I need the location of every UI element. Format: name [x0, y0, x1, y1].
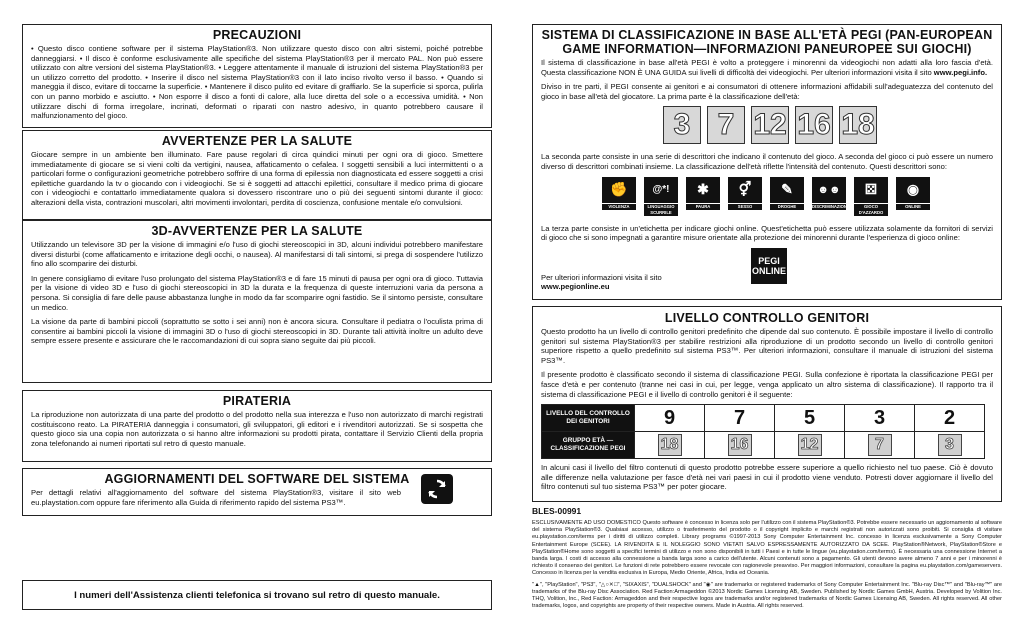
genitori-section — [532, 306, 1002, 502]
pirateria-title: PIRATERIA — [222, 394, 292, 408]
pegi-p4: La terza parte consiste in un'etichetta per indicare giochi online. Quest'etichetta può essere utilizzata solamente da fornitori di servizi di gioco che si sono impegnati a garantire misure orientate alla protezione dei minorenni durante l'esperienza di gioco online: — [541, 223, 993, 243]
level-cell: 7 — [705, 405, 775, 432]
pegi-online-logo: PEGI ONLINE — [751, 248, 787, 284]
table-row — [542, 405, 985, 432]
salute3d-title: 3D-AVVERTENZE PER LA SALUTE — [151, 224, 363, 238]
salute3d-p3: La visione da parte di bambini piccoli (soprattutto se sotto i sei anni) non è ancora sicura. Consultare il pediatra o l'oculista prima di consentire ai bambini piccoli la visione di immagini 3D o l'uso di giochi stereoscopici in 3D. Durante tali attività inoltre un adulto deve sempre essere presente e assicurare che le raccomandazioni di cui sopra siano seguite dai più piccoli. — [31, 317, 483, 346]
table-row — [542, 432, 985, 459]
pegi-descriptors — [601, 177, 1001, 216]
descriptor-violence: ✊ VIOLENZA — [601, 177, 637, 216]
salute3d-p2: In genere consigliamo di evitare l'uso prolungato del sistema PlayStation®3 e di fare 15 minuti di pausa per ogni ora di gioco. Tuttavia per la visione di video 3D e l'uso di giochi stereoscopici in 3D la durata e la frequenza di queste interruzioni varia da persona a persona. Si consiglia di fare delle pause abbastanza lunghe in modo da far scomparire ogni fastidio. Se il sintomo persiste, consultare un medico. — [31, 273, 483, 312]
pirateria-section — [22, 390, 492, 462]
pegi-p1: Il sistema di classificazione in base all'età PEGI è volto a proteggere i minorenni da videogiochi non adatti alla loro fascia d'età. Questa classificazione NON È UNA GUIDA sui livelli di difficoltà dei videogiochi. Per ulteriori informazioni visita il sito www.pegi.info. — [541, 58, 993, 77]
level-cell: 5 — [775, 405, 845, 432]
descriptor-fear: ✱ PAURA — [685, 177, 721, 216]
fear-icon: ✱ — [686, 177, 720, 203]
drugs-icon: ✎ — [770, 177, 804, 203]
pegi-online-url: www.pegionline.eu — [541, 282, 610, 292]
pegi-title-line1: SISTEMA DI CLASSIFICAZIONE IN BASE ALL'ETÀ PEGI (PAN-EUROPEAN — [541, 28, 993, 42]
precauzioni-text: • Questo disco contiene software per il sistema PlayStation®3. Non utilizzare questo disco con altri sistemi, poiché potrebbe danneggiarsi. • Il disco è conforme esclusivamente alle specifiche del sistema PlayStation®3 per il mercato PAL. Non può essere utilizzato con altre versioni del sistema PlayStation®3. • Leggere attentamente il manuale di istruzioni del sistema PlayStation®3 per un utilizzo corretto del prodotto. • Inserire il disco nel sistema PlayStation®3 con il lato inciso rivolto verso il basso. • Quando si maneggia il disco, evitare di toccarne la superficie. • Mantenere il disco pulito ed evitare di graffiarlo. Se la superficie si sporca, pulirla con un panno morbido e asciutto. • Non esporre il disco a fonti di calore, alla luce diretta del sole o a eccessiva umidità. • Non utilizzare dischi di forma irregolare, incrinati, deformati o riparati con nastro adesivo, in quanto potrebbero causare il malfunzionamento del gioco. — [31, 44, 483, 121]
genitori-title: LIVELLO CONTROLLO GENITORI — [664, 311, 870, 325]
descriptor-gambling: ⚄ GIOCO D'AZZARDO — [853, 177, 889, 216]
level-cell: 2 — [915, 405, 985, 432]
pegi-18-mini-badge: 18 — [658, 434, 682, 456]
aggiornamenti-section — [22, 468, 492, 516]
violence-icon: ✊ — [602, 177, 636, 203]
genitori-p1: Questo prodotto ha un livello di controllo genitori predefinito che dipende dal suo contenuto. È possibile impostare il livello di controllo genitori sul sistema PlayStation®3 per stabilire restrizioni alla riproduzione di un prodotto secondo un livello di controllo genitori superiore rispetto a quello predefinito sul sistema PS3™. Per ulteriori informazioni, consultare il manuale di istruzioni del sistema PS3™. — [541, 327, 993, 365]
legal-text-2: "▲", "PlayStation", "PS3", "△○✕□", "SIXAXIS", "DUALSHOCK" and "◉" are trademarks or registered trademarks of Sony Computer Entertainment Inc. "Blu-ray Disc™" and "Blu-ray™" are trademarks of the Blu-ray Disc Association. Red Faction:Armageddon ©2013 Nordic Games Licensing AB, Sweden. Published by Nordic Games GmbH, Austria. Developed by Volition Inc. THQ, Volition, Inc., Red Faction: Armageddon and their respective logos are trademarks and/or registered trademarks of Nordic Games Licensing AB, Sweden. All rights reserved. All other trademarks, logos, and copyrights are property of their respective owners. Made in Austria. All rights reserved. — [532, 581, 1002, 610]
pegi-7-badge: 7 — [707, 106, 745, 144]
update-icon — [421, 474, 453, 504]
descriptor-sex: ⚥ SESSO — [727, 177, 763, 216]
descriptor-discrimination: ☻☻ DISCRIMINAZIONE — [811, 177, 847, 216]
product-code: BLES-00991 — [532, 506, 582, 516]
aggiornamenti-text: Per dettagli relativi all'aggiornamento del software del sistema PlayStation®3, visitare il sito web eu.playstation.com oppure fare riferimento alla Guida di riferimento rapido del sistema PS3™. — [31, 488, 401, 507]
salute-text: Giocare sempre in un ambiente ben illuminato. Fare pause regolari di circa quindici minuti per ogni ora di gioco. Smettere immediatamente di giocare se si vieni colti da vertigini, nausea, affaticamento o cefalea. I soggetti sensibili a luci intermittenti o a particolari forme o configurazioni geometriche potrebbero soffrire di una forma di epilessia non diagnosticata ed essere soggetti a crisi epilettiche guardando la tv o giocando con i videogiochi. Se si è soggetti ad attacchi epilettici, consultare il medico prima di giocare con i videogiochi e contattarlo immediatamente qualora si dovessero riscontrare uno o più dei seguenti sintomi durante il gioco: alterazioni della vista, contrazioni muscolari, altri movimenti involontari, perdita di coscienza, confusione mentale e/o convulsioni. — [31, 150, 483, 207]
level-cell: 3 — [845, 405, 915, 432]
pegi-3-mini-badge: 3 — [938, 434, 962, 456]
salute3d-section — [22, 220, 492, 383]
gambling-icon: ⚄ — [854, 177, 888, 203]
genitori-p2: Il presente prodotto è classificato secondo il sistema di classificazione PEGI. Sulla confezione è riportata la classificazione PEGI per fasce d'età e per contenuto (tranne nei casi in cui, per legge, venga applicato un altro sistema di classificazione). Il rapporto tra il sistema di classificazione PEGI e il livello di controllo genitori è il seguente: — [541, 370, 993, 399]
pegi-3-badge: 3 — [663, 106, 701, 144]
salute3d-p1: Utilizzando un televisore 3D per la visione di immagini e/o l'uso di giochi stereoscopici in 3D, alcuni individui potrebbero manifestare diversi disturbi (come affaticamento e irritazione degli occhi, o nausea). Al manifestarsi di tali sintomi, si prega di sospendere l'utilizzo fino allo scomparire dei disturbi. — [31, 240, 483, 269]
row2-label: GRUPPO ETÀ — CLASSIFICAZIONE PEGI — [542, 432, 635, 459]
precauzioni-title: PRECAUZIONI — [212, 28, 302, 42]
descriptor-drugs: ✎ DROGHE — [769, 177, 805, 216]
pegi-p2: Diviso in tre parti, il PEGI consente ai genitori e ai consumatori di ottenere informazioni affidabili sull'adeguatezza del contenuto del gioco in base all'età del giocatore. La prima parte è la classificazione dell'età: — [541, 82, 993, 101]
pegi-12-mini-badge: 12 — [798, 434, 822, 456]
pegi-more-info: Per ulteriori informazioni visita il sito — [541, 272, 662, 282]
level-cell: 9 — [635, 405, 705, 432]
pegi-12-badge: 12 — [751, 106, 789, 144]
descriptor-online: ◉ ONLINE — [895, 177, 931, 216]
assistenza-text: I numeri dell'Assistenza clienti telefonica si trovano sul retro di questo manuale. — [74, 589, 440, 601]
pegi-16-badge: 16 — [795, 106, 833, 144]
pegi-section — [532, 24, 1002, 300]
pegi-title-line2: GAME INFORMATION—INFORMAZIONI PANEUROPEE SUI GIOCHI) — [562, 42, 972, 56]
genitori-p3: In alcuni casi il livello del filtro contenuti di questo prodotto potrebbe essere superiore a quello richiesto nel tuo paese. Ciò è dovuto alle differenze nella valutazione per fasce d'età nei vari paesi in cui il prodotto viene venduto. Potresti dover aggiornare il livello del filtro contenuti sul tuo sistema PS3™ per poter giocare. — [541, 463, 993, 492]
parental-control-table — [541, 404, 985, 459]
descriptor-bad-language: @*! LINGUAGGIO SCURRILE — [643, 177, 679, 216]
precauzioni-section — [22, 24, 492, 128]
bad-language-icon: @*! — [644, 177, 678, 203]
row1-label: LIVELLO DEL CONTROLLO DEI GENITORI — [542, 405, 635, 432]
pirateria-text: La riproduzione non autorizzata di una parte del prodotto o del prodotto nella sua interezza e l'uso non autorizzato di marchi registrati costituiscono reato. La PIRATERIA danneggia i consumatori, gli sviluppatori, gli editori e i rivenditori autorizzati. Se si sospetta che questo gioco sia una copia non autorizzata o si hanno altre informazioni su prodotti pirata, contattare il Servizio Clienti della propria zona telefonando ai numeri riportati sul retro di questo manuale. — [31, 410, 483, 448]
sex-icon: ⚥ — [728, 177, 762, 203]
legal-section — [532, 506, 1002, 610]
aggiornamenti-title: AGGIORNAMENTI DEL SOFTWARE DEL SISTEMA — [104, 472, 410, 486]
salute-title: AVVERTENZE PER LA SALUTE — [161, 134, 353, 148]
pegi-7-mini-badge: 7 — [868, 434, 892, 456]
pegi-18-badge: 18 — [839, 106, 877, 144]
pegi-16-mini-badge: 16 — [728, 434, 752, 456]
discrimination-icon: ☻☻ — [812, 177, 846, 203]
pegi-age-ratings — [663, 106, 1001, 144]
assistenza-section — [22, 580, 492, 610]
salute-section — [22, 130, 492, 220]
pegi-p3: La seconda parte consiste in una serie di descrittori che indicano il contenuto del gioco. A seconda del gioco ci può essere un numero diverso di descrittori combinati insieme. La classificazione dell'età riflette l'intensità del contenuto. Questi descrittori sono: — [541, 152, 993, 171]
legal-text-1: ESCLUSIVAMENTE AD USO DOMESTICO Questo software è concesso in licenza solo per l'utilizzo con il sistema PlayStation®3. Potrebbe essere necessario un aggiornamento al software del sistema PlayStation®3. Qualsiasi accesso, utilizzo o trasferimento del prodotto o il copyright implicito e marchi registrati non autorizzati sono proibiti. Si consiglia di visitare eu.playstation.com/terms per i diritti di utilizzo completi. Library programs ©1997-2013 Sony Computer Entertainment Inc. concesso in licenza esclusivamente a Sony Computer Entertainment Europe (SCEE). LA RIVENDITA E IL NOLEGGIO SONO VIETATI SALVO ESPRESSAMENTE AUTORIZZATO DA SCEE. PlayStation®Network, PlayStation®Store e PlayStation®Home sono soggetti a specifici termini di utilizzo e non sono disponibili in tutti i Paesi e in tutte le lingue (eu.playstation.com/terms). È necessaria una connessione Internet a banda larga. I costi di accesso alla connessione a banda larga sono a carico dell'utente. Alcuni contenuti sono a pagamento. Gli utenti devono avere almeno 7 anni e per i minorenni è richiesto il consenso dei genitori. Le funzioni di rete potrebbero essere revocate con ragionevole preavviso. Per maggiori informazioni, consultare la pagina eu.playstation.com/gameservers. Concesso in licenza per la vendita esclusiva in Europa, Medio Oriente, Africa, India ed Oceania. — [532, 520, 1002, 577]
online-icon: ◉ — [896, 177, 930, 203]
